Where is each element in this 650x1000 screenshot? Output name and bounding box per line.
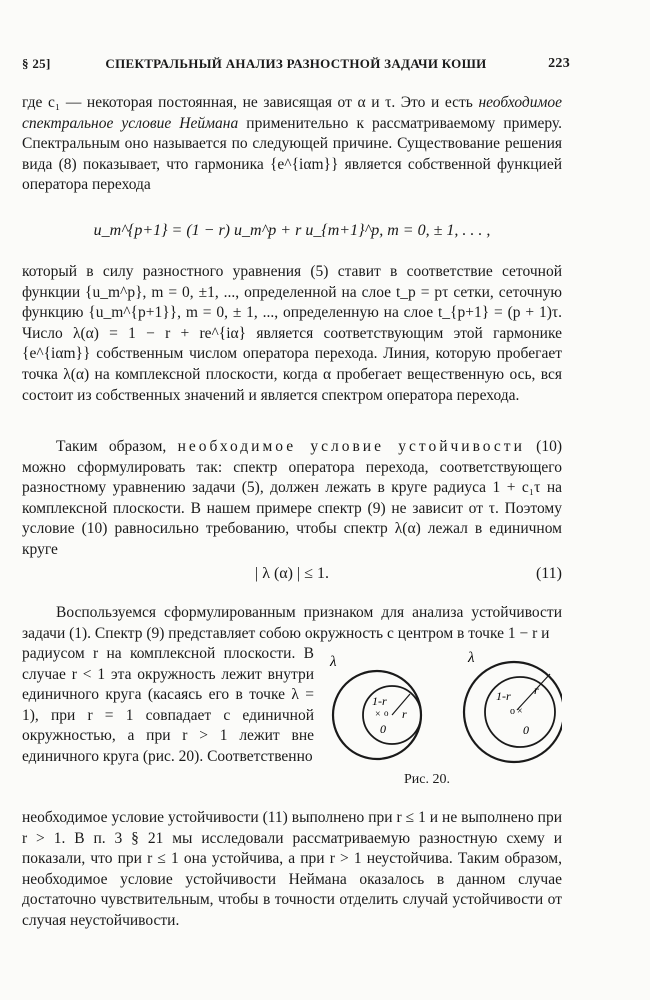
para1-italic-term: необходимое спектральное условие Неймана [22, 94, 562, 132]
running-header [22, 56, 570, 78]
right-plane-label: λ [468, 650, 475, 666]
para2-text: который в силу разностного уравнения (5) ставит в соответствие сеточной функции {u_m^p}, m = 0, ±1, ..., определенной на слое t_p = pτ сетки, сеточную функцию {u_m^{p+1}}, m = 0, ± 1, ..., определенную на слое t_{p+1} = (p + 1)τ. Число λ(α) = 1 − r + re^{iα} является соответствующим этой гармонике {e^{iαm}} собственным числом оператора перехода. Линия, которую пробегает точка λ(α) на комплексной плоскости, когда α пробегает вещественную ось, вся состоит из собственных значений и является спектром оператора перехода. [22, 263, 562, 404]
para5-wrap-text: радиусом r на комплексной плоскости. В случае r < 1 эта окружность лежит внутри единичного круга (касаясь его в точке λ = 1), при r = 1 совпадает с единичной окружностью, а при r > 1 лежит вне единичного круга (рис. 20). Соответственно [22, 645, 314, 765]
para3-rest: (10) можно сформулировать так: спектр оператора перехода, соответствующего разностному уравнению задачи (5), должен лежать в круге радиуса 1 + c₁τ на комплексной плоскости. В нашем примере спектр (9) не зависит от τ. Поэтому условие (10) равносильно требованию, чтобы спектр λ(α) лежал в единичном круге [22, 438, 562, 558]
para1-text-a: где c₁ — некоторая постоянная, не зависящая от α и τ. Это и есть [22, 94, 479, 111]
para4-text: Воспользуемся сформулированным признаком для анализа устойчивости задачи (1). Спектр (9) представляет собою окружность с центром в точке 1 − r и [22, 604, 562, 642]
right-origin-mark: × [517, 706, 523, 717]
left-center-label: 1-r [372, 694, 387, 708]
equation-11-formula: | λ (α) | ≤ 1. [255, 565, 329, 582]
running-title: СПЕКТРАЛЬНЫЙ АНАЛИЗ РАЗНОСТНОЙ ЗАДАЧИ КОШИ [105, 56, 487, 71]
right-center-label: 1-r [496, 689, 511, 703]
para3-spaced-term: необходимое условие устойчивости [177, 438, 525, 455]
equation-11-number: (11) [535, 565, 562, 582]
figure-caption: Рис. 20. [404, 772, 450, 787]
left-plane-label: λ [330, 654, 337, 670]
para5-full-text: необходимое условие устойчивости (11) выполнено при r ≤ 1 и не выполнено при r > 1. В п. 3 § 21 мы исследовали рассматриваемую разностную схему и показали, что при r ≤ 1 она устойчива, а при r > 1 неустойчива. Таким образом, необходимое условие устойчивости Неймана оказалось в данном случае достаточно чувствительным, чтобы в точности отделить случай устойчивости от случая неустойчивости. [22, 809, 562, 929]
equation-11 [22, 565, 562, 583]
paragraph-2 [22, 262, 562, 406]
para1-text-b: применительно к рассматриваемому примеру. Спектральным оно называется по следующей причине. Существование решения вида (8) показывает, что гармоника {e^{iαm}} является собственной функцией оператора перехода [22, 114, 562, 194]
left-radius-label: r [402, 707, 407, 721]
left-origin-mark: × [375, 709, 381, 720]
left-center-mark: o [384, 708, 389, 718]
right-radius-label: r [534, 683, 539, 697]
right-origin-label: 0 [523, 723, 529, 737]
paragraph-4 [22, 603, 562, 644]
para3-lead: Таким образом, [56, 438, 178, 455]
paragraph-1 [22, 93, 562, 196]
paragraph-3 [22, 437, 562, 561]
paragraph-5-wrapped [22, 644, 314, 768]
equation-transition-operator: u_m^{p+1} = (1 − r) u_m^p + r u_{m+1}^p, m = 0, ± 1, . . . , [93, 222, 491, 239]
right-center-mark: o [510, 706, 515, 717]
paragraph-5-continued [22, 808, 562, 932]
page-number: 223 [548, 56, 570, 71]
section-number: § 25] [22, 56, 51, 71]
left-origin-label: 0 [380, 722, 386, 736]
left-radius-line [392, 694, 410, 715]
